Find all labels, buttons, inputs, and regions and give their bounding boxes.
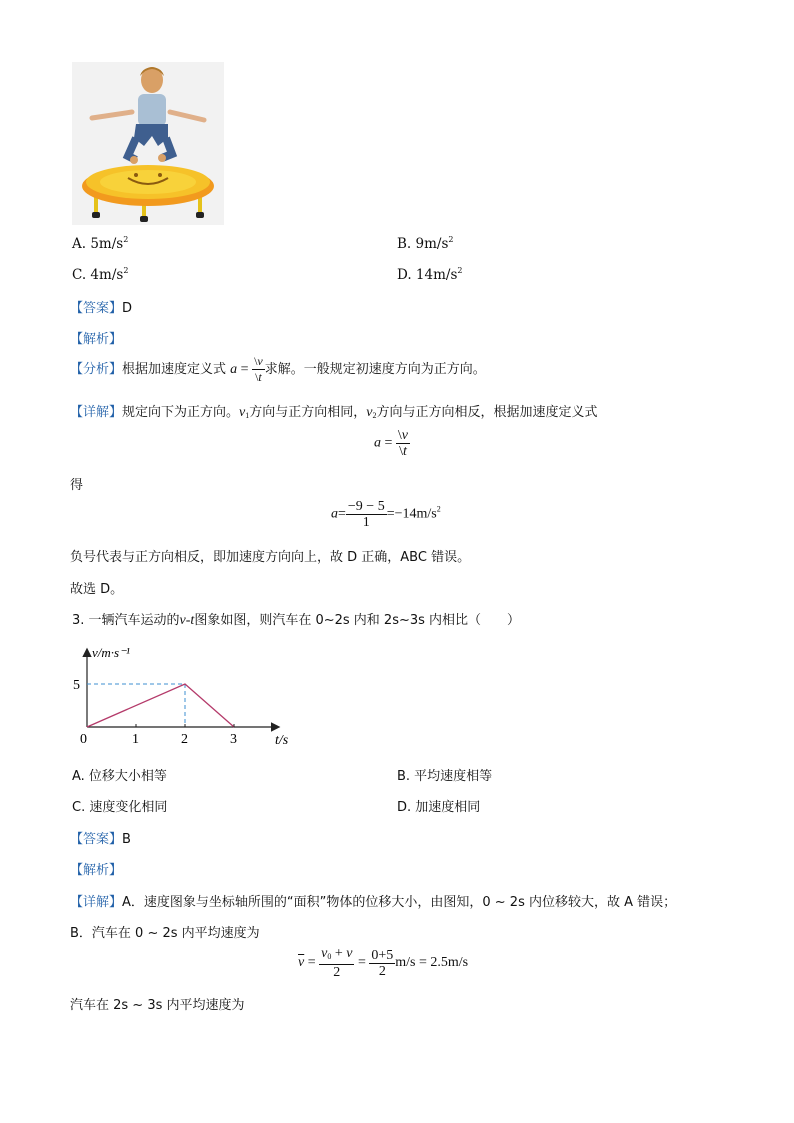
choose-line: 故选 D。 <box>70 582 124 597</box>
y-tick-label-5: 5 <box>73 678 80 693</box>
option-d: D. $14m/s^2$ <box>397 266 463 283</box>
q3-option-b: B. 平均速度相等 <box>397 769 493 784</box>
option-c: C. $4m/s^2$ <box>72 266 129 283</box>
x-tick-label-1: 1 <box>132 732 139 747</box>
option-b: B. $9m/s^2$ <box>397 235 454 252</box>
answer-line: 【答案】D <box>70 301 133 316</box>
avg-velocity-formula: $\overline{v}$ = $\frac{v_0 + v}{2}$ = $\frac{0+5}{2}$ m/s = 2.5m/s <box>298 946 469 980</box>
trampoline-photo <box>72 62 224 225</box>
velocity-series-line <box>87 684 234 727</box>
x-tick-label-3: 3 <box>230 732 237 747</box>
q3-detail-b: B．汽车在 0 ~ 2s 内平均速度为 <box>70 926 260 941</box>
negative-meaning: 负号代表与正方向相反，即加速度方向向上，故 D 正确，ABC 错误。 <box>70 550 471 565</box>
accel-definition: a = $\frac{\backslash v}{\backslash t}$ <box>374 428 409 459</box>
accel-calculation: a= $\frac{-9 - 5}{1}$ $=-14m/s^2$ <box>331 499 441 530</box>
x-tick-label-0: 0 <box>80 732 87 747</box>
q3-detail-a: 【详解】A．速度图象与坐标轴所围的“面积”物体的位移大小，由图知，0 ~ 2s 内位移较大，故 A 错误； <box>70 895 677 910</box>
analysis-heading: 【解析】 <box>70 332 123 347</box>
x-tick-label-2: 2 <box>181 732 188 747</box>
question-3: 3. 一辆汽车运动的v-t图象如图，则汽车在 0~2s 内和 2s~3s 内相比（ ） <box>72 613 521 628</box>
q3-option-a: A. 位移大小相等 <box>72 769 167 784</box>
fenxi-line: 【分析】根据加速度定义式 a = $\frac{\backslash v}{\backslash t}$ 求解。一般规定初速度方向为正方向。 <box>70 354 486 384</box>
option-a: A. $5m/s^2$ <box>72 235 129 252</box>
de-word: 得 <box>70 478 84 493</box>
q3-last-line: 汽车在 2s ~ 3s 内平均速度为 <box>70 998 245 1013</box>
q3-answer-line: 【答案】B <box>70 832 131 847</box>
q3-option-d: D. 加速度相同 <box>397 800 481 815</box>
q3-option-c: C. 速度变化相同 <box>72 800 168 815</box>
vt-chart <box>70 640 310 750</box>
detail-line: 【详解】规定向下为正方向。$v_1$方向与正方向相同，$v_2$方向与正方向相反，根据加速度定义式 <box>70 405 598 420</box>
x-axis-label: t/s <box>275 733 289 748</box>
y-axis-label: v/m·s⁻¹ <box>92 645 130 660</box>
q3-analysis-heading: 【解析】 <box>70 863 123 878</box>
